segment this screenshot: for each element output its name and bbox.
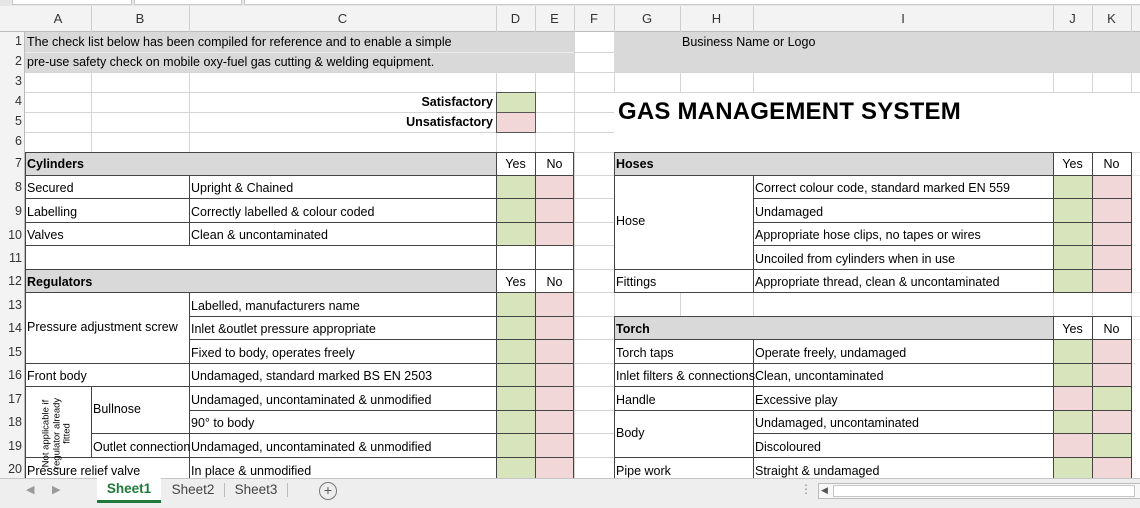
row-header[interactable]: 14: [8, 321, 22, 335]
grid-graphics: [25, 32, 1140, 478]
torch-yes-header[interactable]: Yes: [1062, 322, 1083, 336]
cylinder-check[interactable]: Correctly labelled & colour coded: [191, 205, 375, 219]
regulator-check[interactable]: Labelled, manufacturers name: [191, 299, 360, 313]
row-header[interactable]: 4: [15, 94, 22, 108]
scroll-right-icon[interactable]: ▶: [52, 484, 61, 496]
not-applicable-note[interactable]: Not applicable if regulator already fitted: [40, 397, 73, 470]
intro-line-2[interactable]: pre-use safety check on mobile oxy-fuel gas cutting & welding equipment.: [27, 55, 435, 69]
row-header[interactable]: 19: [8, 439, 22, 453]
outlet-connection-label[interactable]: Outlet connection: [93, 440, 191, 454]
pressure-screw-label[interactable]: Pressure adjustment screw: [27, 320, 178, 334]
torch-check[interactable]: Discoloured: [755, 440, 822, 454]
regulator-check[interactable]: 90° to body: [191, 416, 255, 430]
torch-check[interactable]: Undamaged, uncontaminated: [755, 416, 920, 430]
inlet-filters-label[interactable]: Inlet filters & connections: [616, 369, 755, 383]
column-header-g[interactable]: G: [614, 6, 681, 32]
regulators-no-header[interactable]: No: [546, 275, 563, 289]
fittings-label[interactable]: Fittings: [616, 275, 657, 289]
regulator-check[interactable]: Undamaged, uncontaminated & unmodified: [191, 393, 432, 407]
column-header-d[interactable]: D: [496, 6, 536, 32]
tab-divider: [224, 483, 225, 497]
torch-check[interactable]: Excessive play: [755, 393, 838, 407]
row-header[interactable]: 3: [15, 74, 22, 88]
row-header[interactable]: 11: [9, 251, 22, 265]
sheet-tab-bar: [0, 478, 1140, 508]
tab-divider: [287, 483, 288, 497]
handle-label[interactable]: Handle: [616, 393, 656, 407]
pressure-relief-label[interactable]: Pressure relief valve: [27, 464, 141, 478]
hoses-yes-header[interactable]: Yes: [1062, 157, 1083, 171]
regulator-check[interactable]: Inlet &outlet pressure appropriate: [191, 322, 376, 336]
column-header-h[interactable]: H: [680, 6, 754, 32]
cylinder-item[interactable]: Valves: [27, 228, 64, 242]
fittings-check[interactable]: Appropriate thread, clean & uncontaminated: [755, 275, 1000, 289]
row-header[interactable]: 15: [8, 345, 22, 359]
row-header-bar: [0, 32, 25, 478]
regulator-check[interactable]: Undamaged, standard marked BS EN 2503: [191, 369, 433, 383]
row-header[interactable]: 1: [15, 34, 22, 48]
torch-check[interactable]: Straight & undamaged: [755, 464, 880, 478]
row-header[interactable]: 16: [8, 368, 22, 382]
column-header-a[interactable]: A: [25, 6, 92, 32]
row-header[interactable]: 20: [8, 462, 22, 476]
row-header[interactable]: 5: [15, 114, 22, 128]
add-sheet-icon[interactable]: +: [319, 482, 337, 500]
row-header[interactable]: 7: [15, 156, 22, 170]
tab-sheet3[interactable]: Sheet3: [234, 482, 278, 497]
hose-label[interactable]: Hose: [616, 214, 646, 228]
bullnose-label[interactable]: Bullnose: [93, 402, 141, 416]
row-header[interactable]: 2: [15, 54, 22, 68]
regulator-check[interactable]: In place & unmodified: [191, 464, 312, 478]
row-header[interactable]: 8: [15, 180, 22, 194]
cylinder-item[interactable]: Secured: [27, 181, 74, 195]
row-header[interactable]: 10: [8, 228, 22, 242]
page-title[interactable]: GAS MANAGEMENT SYSTEM: [618, 98, 961, 125]
column-header-k[interactable]: K: [1092, 6, 1132, 32]
tab-sheet2[interactable]: Sheet2: [171, 482, 215, 497]
cylinders-no-header[interactable]: No: [546, 157, 563, 171]
column-header-c[interactable]: C: [189, 6, 497, 32]
cylinder-check[interactable]: Clean & uncontaminated: [191, 228, 328, 242]
hose-check[interactable]: Correct colour code, standard marked EN 559: [755, 181, 1010, 195]
row-header[interactable]: 13: [8, 298, 22, 312]
column-header-e[interactable]: E: [535, 6, 575, 32]
hose-check[interactable]: Undamaged: [755, 205, 824, 219]
legend-unsatisfactory-label[interactable]: Unsatisfactory: [406, 115, 493, 129]
column-header-j[interactable]: J: [1053, 6, 1093, 32]
regulators-yes-header[interactable]: Yes: [505, 275, 526, 289]
intro-line-1[interactable]: The check list below has been compiled for reference and to enable a simple: [27, 35, 452, 49]
row-header[interactable]: 18: [8, 415, 22, 429]
torch-check[interactable]: Operate freely, undamaged: [755, 346, 907, 360]
legend-satisfactory-label[interactable]: Satisfactory: [421, 95, 493, 109]
worksheet-grid[interactable]: [25, 32, 1140, 478]
cylinder-check[interactable]: Upright & Chained: [191, 181, 294, 195]
front-body-label[interactable]: Front body: [27, 369, 87, 383]
horizontal-scrollbar[interactable]: [818, 483, 1140, 499]
row-header[interactable]: 9: [15, 204, 22, 218]
row-header[interactable]: 17: [8, 392, 22, 406]
hose-check[interactable]: Uncoiled from cylinders when in use: [755, 252, 956, 266]
row-header[interactable]: 6: [15, 134, 22, 148]
hose-check[interactable]: Appropriate hose clips, no tapes or wires: [755, 228, 981, 242]
body-label[interactable]: Body: [616, 426, 645, 440]
torch-taps-label[interactable]: Torch taps: [616, 346, 674, 360]
column-header-b[interactable]: B: [91, 6, 190, 32]
column-header-f[interactable]: F: [574, 6, 615, 32]
regulators-header[interactable]: Regulators: [27, 275, 93, 289]
column-header-bar: [0, 6, 1140, 32]
scrollbar-thumb[interactable]: [833, 485, 1135, 497]
cylinders-yes-header[interactable]: Yes: [505, 157, 526, 171]
torch-header[interactable]: Torch: [616, 322, 650, 336]
regulator-check[interactable]: Undamaged, uncontaminated & unmodified: [191, 440, 432, 454]
regulator-check[interactable]: Fixed to body, operates freely: [191, 346, 355, 360]
torch-check[interactable]: Clean, uncontaminated: [755, 369, 884, 383]
pipe-work-label[interactable]: Pipe work: [616, 464, 671, 478]
scroll-left-icon[interactable]: ◀: [26, 484, 35, 496]
business-name-placeholder[interactable]: Business Name or Logo: [682, 35, 816, 49]
hoses-header[interactable]: Hoses: [616, 157, 654, 171]
hoses-no-header[interactable]: No: [1103, 157, 1120, 171]
tab-sheet1[interactable]: Sheet1: [97, 478, 161, 503]
splitter-handle-icon[interactable]: ⋮: [800, 482, 812, 496]
scroll-left-arrow-icon[interactable]: ◀: [821, 485, 828, 495]
cylinders-header[interactable]: Cylinders: [27, 157, 84, 171]
torch-no-header[interactable]: No: [1103, 322, 1120, 336]
row-header[interactable]: 12: [8, 274, 22, 288]
cylinder-item[interactable]: Labelling: [27, 205, 78, 219]
column-header-i[interactable]: I: [753, 6, 1054, 32]
